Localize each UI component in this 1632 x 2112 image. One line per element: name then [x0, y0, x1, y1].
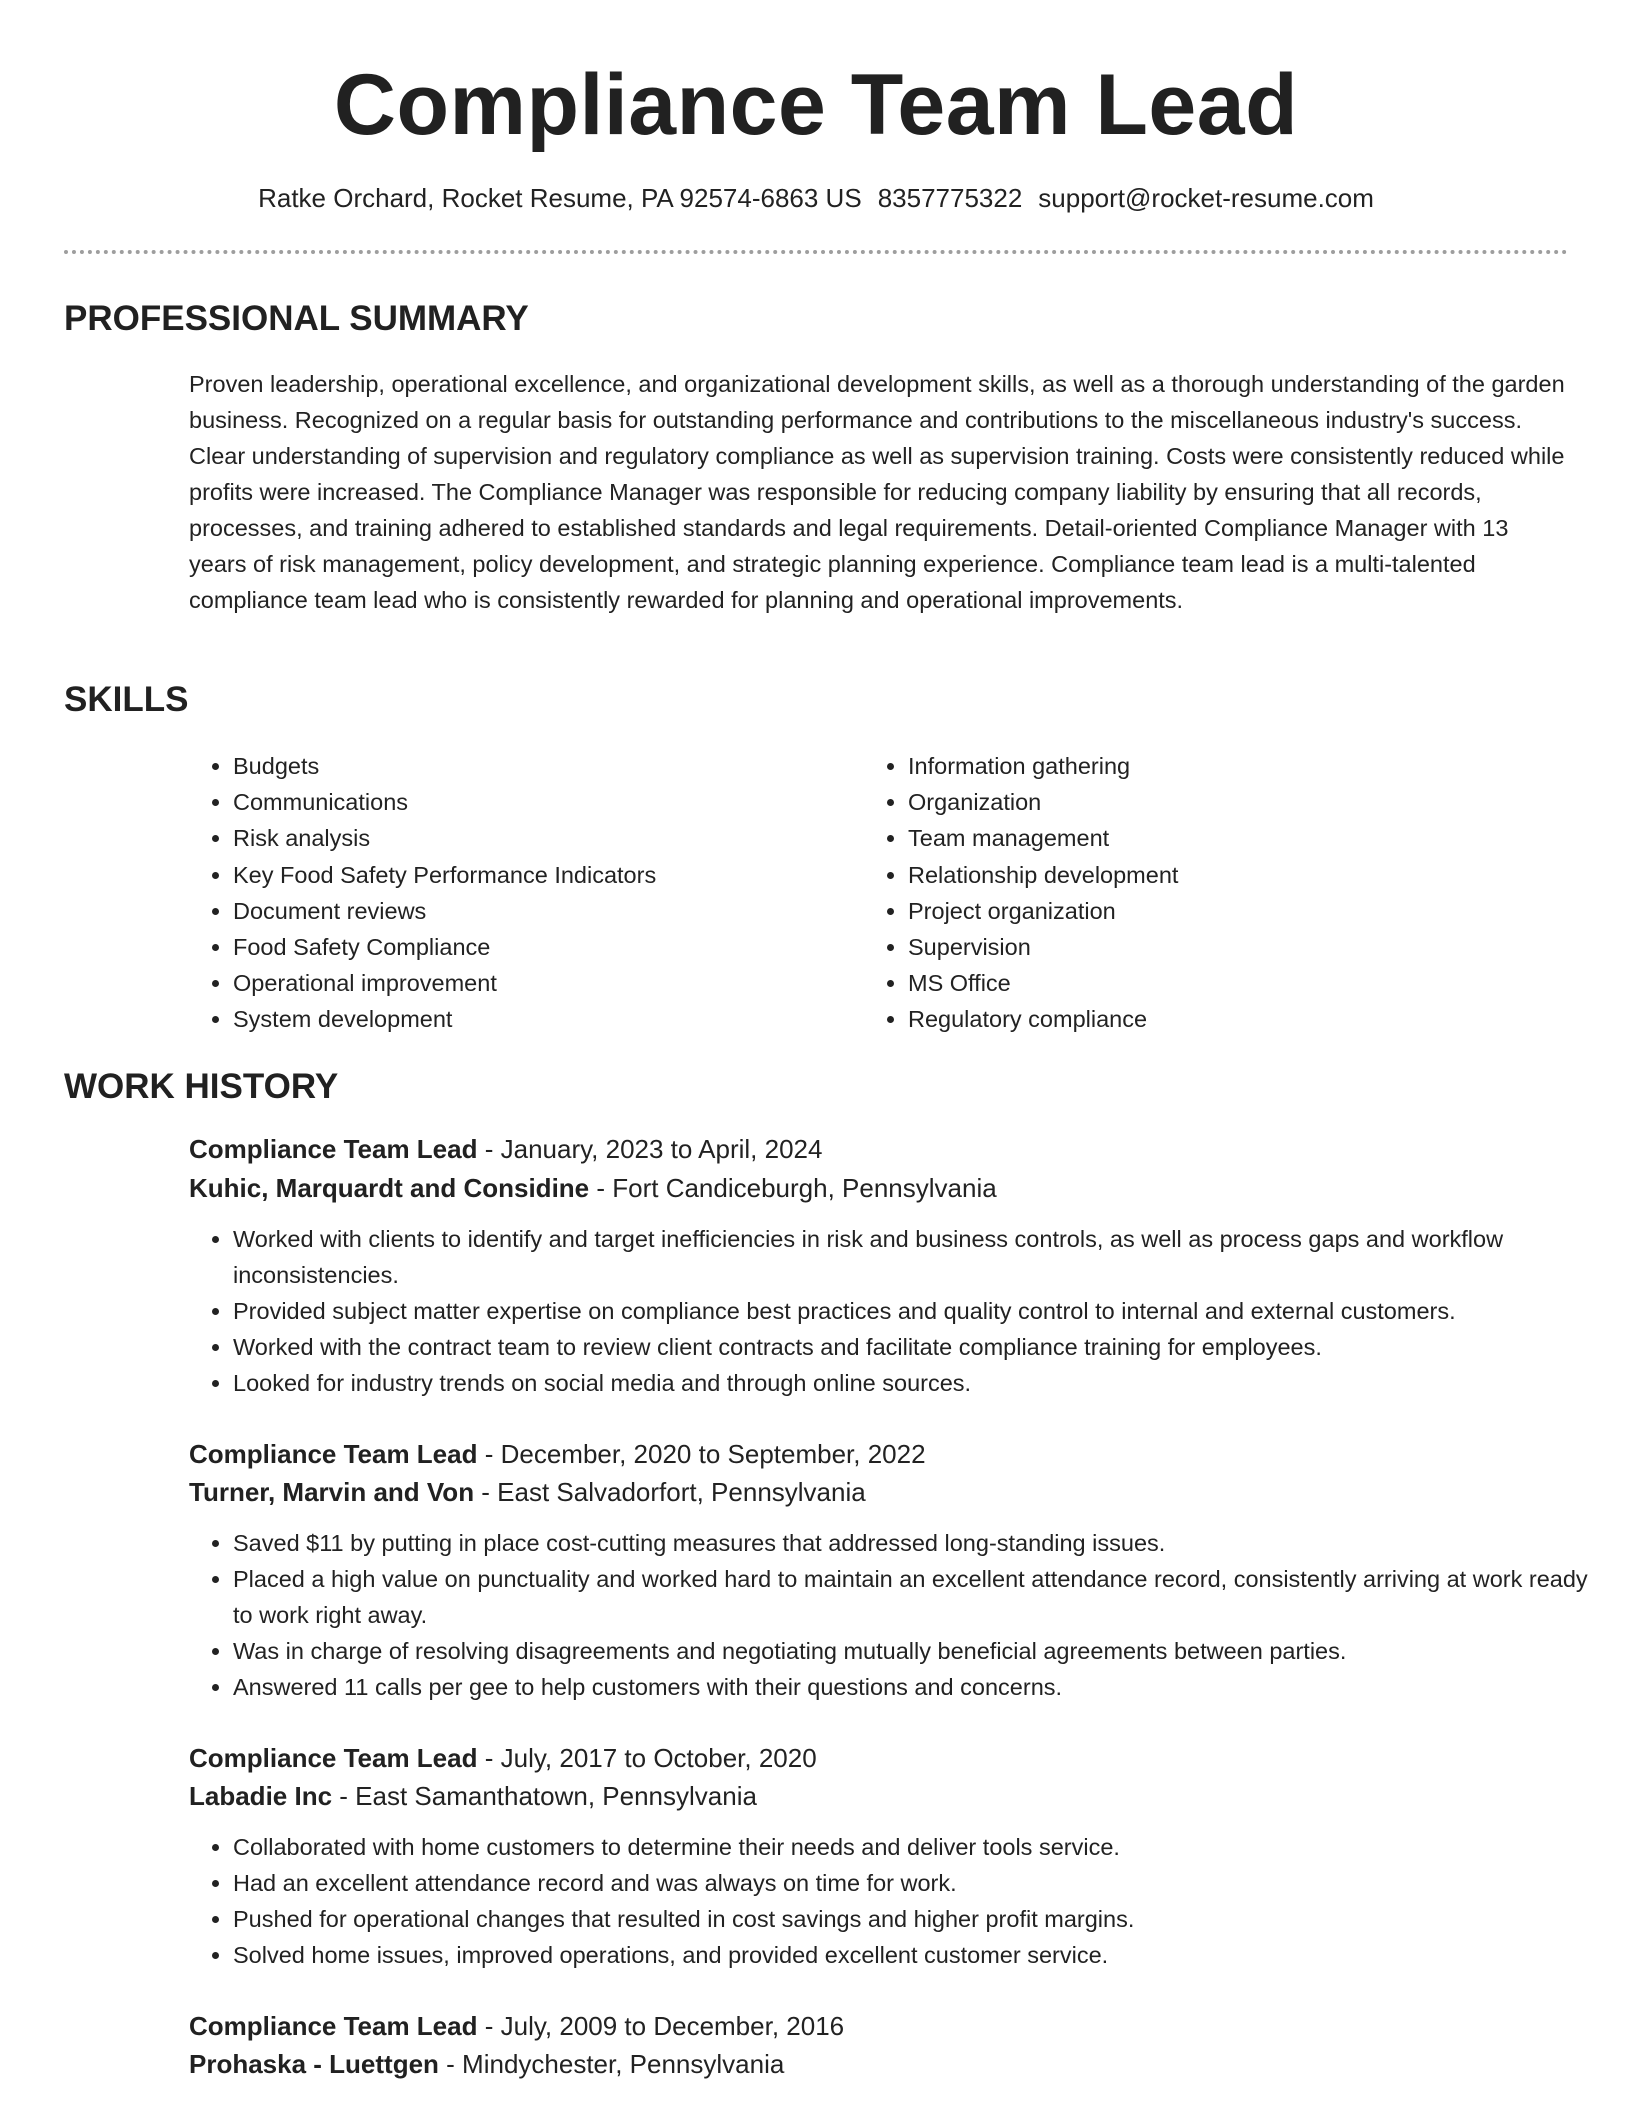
job-title-line [189, 2008, 844, 2044]
skill-item: • Organization [908, 784, 1508, 820]
job-title: Compliance Team Lead [189, 1134, 478, 1164]
job-bullet: • Was in charge of resolving disagreements and negotiating mutually beneficial agreements between parties. [233, 1633, 1613, 1669]
skill-item: • MS Office [908, 965, 1508, 1001]
job-bullets [189, 1221, 1613, 1401]
job-company-line [189, 2046, 784, 2082]
skill-item: • Risk analysis [233, 820, 833, 856]
job-bullet: • Had an excellent attendance record and was always on time for work. [233, 1865, 1613, 1901]
summary-text: Proven leadership, operational excellence, and organizational development skills, as well as a thorough understanding of the garden business. Recognized on a regular basis for outstanding performance and contributions to the miscellaneous industry's success. Clear understanding of supervision and regulatory compliance as well as supervision training. Costs were consistently reduced while profits were increased. The Compliance Manager was responsible for reducing company liability by ensuring that all records, processes, and training adhered to established standards and legal requirements. Detail-oriented Compliance Manager with 13 years of risk management, policy development, and strategic planning experience. Compliance team lead is a multi-talented compliance team lead who is consistently rewarded for planning and operational improvements. [189, 371, 1565, 613]
job-company: Kuhic, Marquardt and Considine [189, 1173, 590, 1203]
summary-heading: PROFESSIONAL SUMMARY [64, 299, 529, 338]
job-company: Labadie Inc [189, 1781, 333, 1811]
job-bullet: • Placed a high value on punctuality and worked hard to maintain an excellent attendance record, consistently arriving at work ready to work right away. [233, 1561, 1613, 1633]
job-dates: - December, 2020 to September, 2022 [477, 1439, 926, 1469]
skills-list-left [189, 748, 833, 1038]
job-bullets [189, 1525, 1613, 1705]
job-company: Turner, Marvin and Von [189, 1477, 475, 1507]
job-company-line [189, 1778, 757, 1814]
contact-line [0, 180, 1632, 216]
job-bullets [189, 1829, 1613, 1973]
job-bullet: • Provided subject matter expertise on compliance best practices and quality control to internal and external customers. [233, 1293, 1613, 1329]
skill-item: • Regulatory compliance [908, 1001, 1508, 1037]
skill-item: • Information gathering [908, 748, 1508, 784]
job-company-line [189, 1170, 997, 1206]
skill-item: • Project organization [908, 893, 1508, 929]
job-bullet: • Saved $11 by putting in place cost-cutting measures that addressed long-standing issues. [233, 1525, 1613, 1561]
skill-item: • System development [233, 1001, 833, 1037]
skill-item: • Key Food Safety Performance Indicators [233, 857, 833, 893]
job-bullet: • Pushed for operational changes that resulted in cost savings and higher profit margins. [233, 1901, 1613, 1937]
skills-list-right [864, 748, 1508, 1038]
job-title-line [189, 1436, 926, 1472]
skill-item: • Communications [233, 784, 833, 820]
job-dates: - July, 2017 to October, 2020 [477, 1743, 817, 1773]
skill-item: • Supervision [908, 929, 1508, 965]
job-title-line [189, 1740, 817, 1776]
work-history-heading: WORK HISTORY [64, 1067, 339, 1106]
job-bullet: • Answered 11 calls per gee to help customers with their questions and concerns. [233, 1669, 1613, 1705]
skill-item: • Team management [908, 820, 1508, 856]
job-bullet: • Worked with clients to identify and target inefficiencies in risk and business controls, as well as process gaps and workflow inconsistencies. [233, 1221, 1613, 1293]
skills-heading: SKILLS [64, 680, 189, 719]
contact-phone: 8357775322 [877, 183, 1023, 213]
job-bullet: • Looked for industry trends on social media and through online sources. [233, 1365, 1613, 1401]
skill-item: • Relationship development [908, 857, 1508, 893]
skill-item: • Budgets [233, 748, 833, 784]
job-location: - Mindychester, Pennsylvania [438, 2049, 785, 2079]
job-dates: - January, 2023 to April, 2024 [477, 1134, 823, 1164]
job-title-line [189, 1131, 822, 1167]
contact-email: support@rocket-resume.com [1038, 183, 1374, 213]
skill-item: • Food Safety Compliance [233, 929, 833, 965]
job-title: Compliance Team Lead [189, 2011, 478, 2041]
job-location: - East Salvadorfort, Pennsylvania [474, 1477, 866, 1507]
skill-item: • Operational improvement [233, 965, 833, 1001]
job-title: Compliance Team Lead [189, 1439, 478, 1469]
job-location: - East Samanthatown, Pennsylvania [332, 1781, 757, 1811]
job-bullet: • Worked with the contract team to review client contracts and facilitate compliance training for employees. [233, 1329, 1613, 1365]
resume-name: Compliance Team Lead [333, 57, 1299, 153]
job-location: - Fort Candiceburgh, Pennsylvania [589, 1173, 997, 1203]
contact-address: Ratke Orchard, Rocket Resume, PA 92574-6863 US [258, 183, 862, 213]
job-dates: - July, 2009 to December, 2016 [477, 2011, 845, 2041]
header-divider [64, 250, 1568, 254]
job-title: Compliance Team Lead [189, 1743, 478, 1773]
skill-item: • Document reviews [233, 893, 833, 929]
job-company-line [189, 1474, 866, 1510]
job-company: Prohaska - Luettgen [189, 2049, 439, 2079]
job-bullet: • Collaborated with home customers to determine their needs and deliver tools service. [233, 1829, 1613, 1865]
job-bullet: • Solved home issues, improved operations, and provided excellent customer service. [233, 1937, 1613, 1973]
